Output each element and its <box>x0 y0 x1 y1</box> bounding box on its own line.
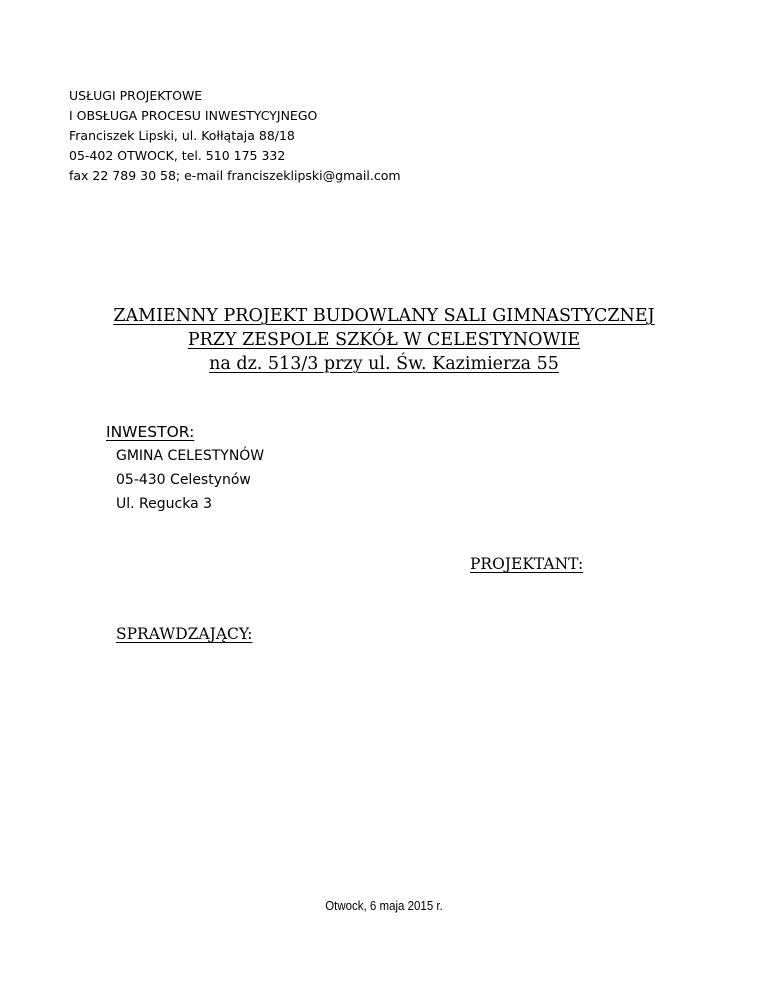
company-line: fax 22 789 30 58; e-mail franciszeklipski@gmail.com <box>69 168 401 183</box>
date-line: Otwock, 6 maja 2015 r. <box>325 899 443 913</box>
investor-label: INWESTOR: <box>106 423 195 441</box>
investor-line: Ul. Regucka 3 <box>116 496 213 512</box>
company-line: 05-402 OTWOCK, tel. 510 175 332 <box>69 148 286 163</box>
checker-label: SPRAWDZAJĄCY: <box>116 625 253 643</box>
title-line: ZAMIENNY PROJEKT BUDOWLANY SALI GIMNASTYCZNEJ <box>113 306 655 326</box>
company-line: I OBSŁUGA PROCESU INWESTYCYJNEGO <box>69 108 318 123</box>
title-line: na dz. 513/3 przy ul. Św. Kazimierza 55 <box>209 354 559 374</box>
company-line: Franciszek Lipski, ul. Kołłątaja 88/18 <box>69 128 295 143</box>
investor-line: GMINA CELESTYNÓW <box>116 448 265 464</box>
investor-line: 05-430 Celestynów <box>116 472 251 488</box>
company-header <box>69 86 401 186</box>
designer-label: PROJEKTANT: <box>470 555 584 573</box>
investor-details <box>116 444 264 516</box>
title-line: PRZY ZESPOLE SZKÓŁ W CELESTYNOWIE <box>187 330 581 350</box>
project-title <box>0 304 768 376</box>
company-line: USŁUGI PROJEKTOWE <box>69 88 203 103</box>
